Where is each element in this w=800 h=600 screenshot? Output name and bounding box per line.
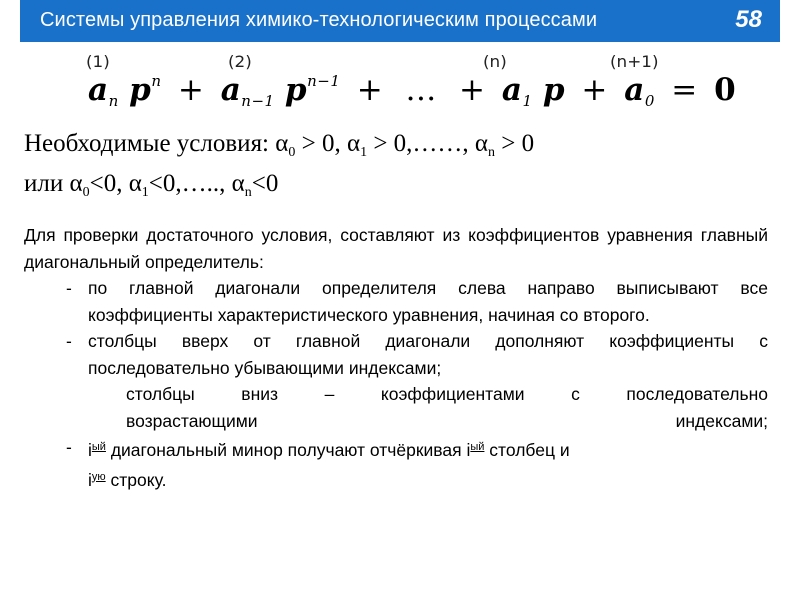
equation-body [88, 72, 736, 110]
coef-a: a [88, 72, 109, 108]
plus-sign: + [581, 72, 608, 108]
plus-sign: + [177, 72, 205, 108]
condition-subscript: 0 [82, 185, 90, 200]
header-bar [20, 0, 780, 42]
ordinal-superscript: ую [91, 470, 106, 483]
condition-text: или α [24, 170, 83, 197]
zero: 0 [714, 72, 737, 108]
plus-sign: + [459, 72, 486, 108]
coef-a: a [220, 72, 242, 108]
equals-sign: = [671, 72, 698, 108]
slide-title: Системы управления химико-технологическим процессами [40, 9, 598, 31]
condition-text: > 0, α [295, 130, 361, 157]
term-index-2: (2) [228, 52, 252, 71]
ordinal-superscript: ый [470, 441, 485, 453]
bullet-item-3 [24, 434, 768, 493]
power-superscript: n [151, 72, 162, 90]
slide-number: 58 [735, 6, 762, 33]
term-index-n-plus-1: (n+1) [610, 52, 659, 71]
condition-text: Необходимые условия: α [24, 130, 289, 157]
power-superscript: n−1 [307, 72, 341, 90]
condition-text: <0,….., α [148, 170, 245, 197]
coef-subscript: 1 [522, 92, 533, 110]
coef-subscript: 0 [644, 92, 655, 110]
var-p: p [542, 72, 566, 108]
bullet-text: i [88, 469, 92, 490]
condition-text: <0 [251, 170, 279, 197]
sub-item-line-1: столбцы вниз – коэффициентами с последовательно [126, 384, 768, 404]
condition-subscript: 1 [141, 185, 149, 200]
coef-subscript: n [108, 92, 119, 110]
bullet-text: столбец и [484, 440, 570, 460]
bullet-text: столбцы вверх от главной диагонали дополняют коэффициенты с последовательно убывающими индексами; [88, 331, 768, 378]
bullet-item-2 [24, 328, 768, 381]
coef-a: a [624, 72, 645, 108]
ellipsis: ... [405, 72, 437, 108]
term-index-n: (n) [483, 52, 507, 71]
necessary-conditions [24, 128, 784, 208]
bullet-text: i [88, 440, 92, 460]
condition-text: > 0,……, α [367, 130, 489, 157]
coef-subscript: n−1 [241, 92, 275, 110]
condition-subscript: 0 [288, 145, 296, 160]
bullet-dash: - [66, 437, 72, 457]
coef-a: a [501, 72, 523, 108]
var-p: p [129, 72, 152, 108]
bullet-dash: - [66, 278, 72, 298]
term-index-1: (1) [86, 52, 110, 71]
plus-sign: + [356, 72, 384, 108]
characteristic-equation [0, 52, 800, 122]
condition-line-positive [24, 128, 784, 168]
sufficient-condition-text [24, 222, 768, 493]
bullet-text: диагональный минор получают отчёркивая i [105, 440, 471, 460]
condition-text: <0, α [89, 170, 142, 197]
intro-paragraph: Для проверки достаточного условия, составляют из коэффициентов уравнения главный диагональный определитель: [24, 225, 768, 272]
var-p: p [284, 72, 308, 108]
bullet-text: по главной диагонали определителя слева направо выписывают все коэффициенты характеристического уравнения, начиная со второго. [88, 278, 768, 325]
condition-subscript: n [244, 185, 252, 200]
bullet-text: строку. [105, 469, 167, 490]
condition-subscript: 1 [360, 145, 368, 160]
condition-subscript: n [488, 145, 496, 160]
sub-item-line-2: возрастающими индексами; [126, 410, 768, 431]
condition-text: > 0 [495, 130, 535, 157]
ordinal-superscript: ый [91, 441, 106, 453]
bullet-dash: - [66, 331, 72, 351]
condition-line-negative [24, 168, 784, 208]
bullet-item-1 [24, 275, 768, 328]
